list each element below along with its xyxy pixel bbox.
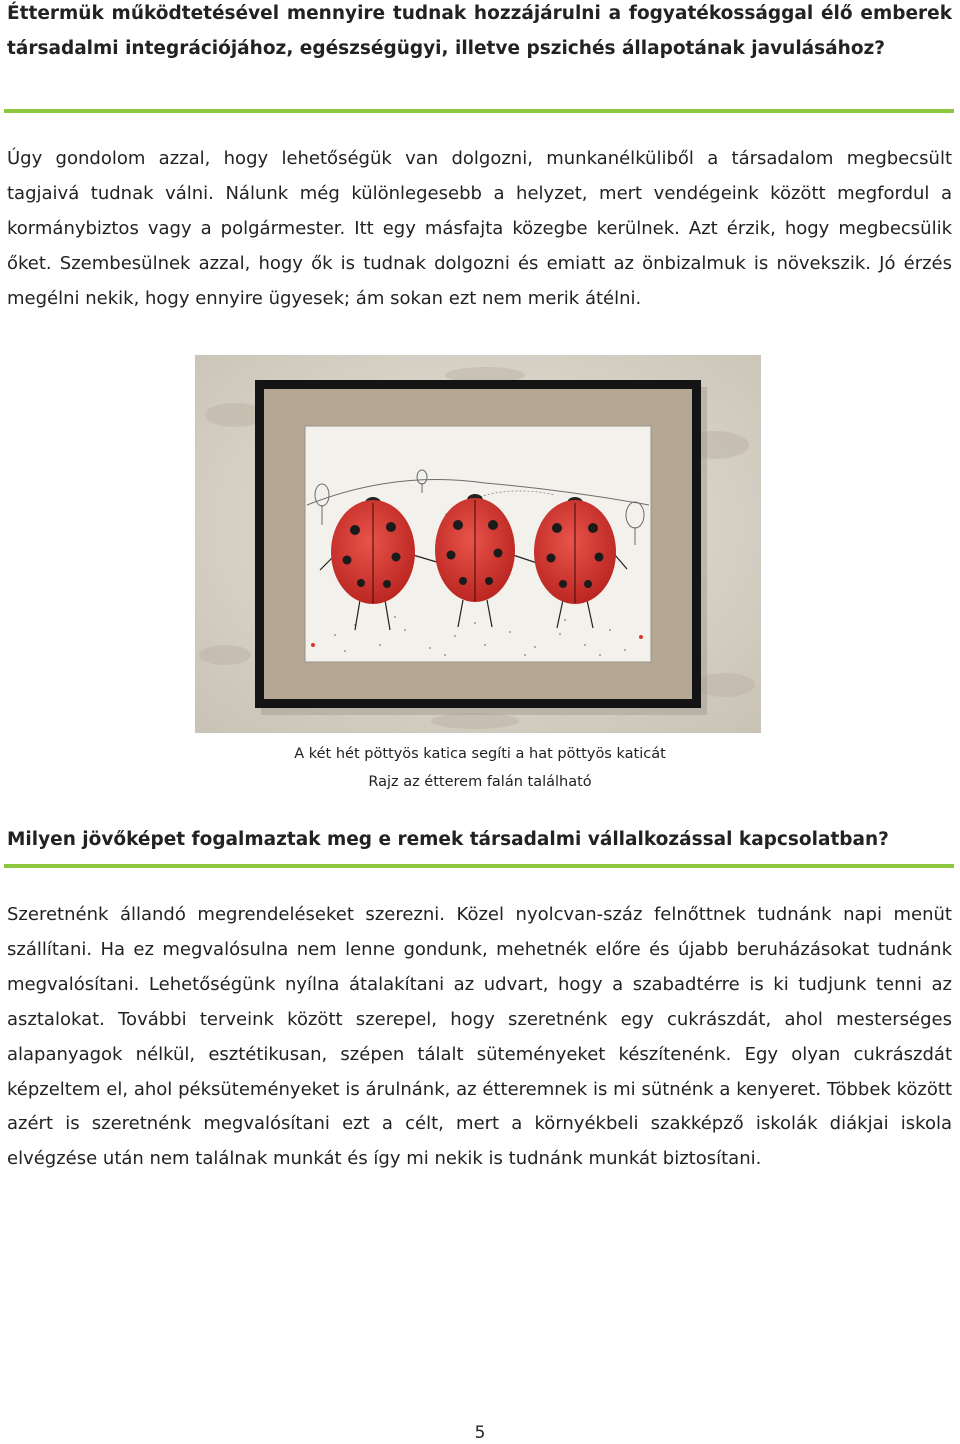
green-divider-1 [4, 109, 954, 113]
answer-paragraph-2: Szeretnénk állandó megrendeléseket szerezni. Közel nyolcvan-száz felnőttnek tudnánk napi menüt szállítani. Ha ez megvalósulna nem lenne gondunk, mehetnék előre és újabb beruházásokat tudnánk megvalósítani. Lehetőségünk nyílna átalakítani az udvart, hogy a szabadtérre is ki tudjunk tenni az asztalokat. További terveink között szerepel, hogy szeretnénk egy cukrászdát, ahol mesterséges alapanyagok nélkül, esztétikusan, szépen tálalt süteményeket készítenénk. Egy olyan cukrászdát képzeltem el, ahol péksüteményeket is árulnánk, az étteremnek is mi sütnénk a kenyeret. Többek között azért is szeretnénk megvalósítani ezt a célt, mert a környékbeli szakképző iskolák diákjai iskola elvégzése után nem találnak munkát és így mi nekik is tudnánk munkát biztosítani. [7, 904, 952, 1170]
photo-caption-line-2: Rajz az étterem falán található [368, 774, 592, 790]
answer-paragraph-1: Úgy gondolom azzal, hogy lehetőségük van dolgozni, munkanélküliből a társadalom megbecsült tagjaivá tudnak válni. Nálunk még különlegesebb a helyzet, mert vendégeink között megfordul a kormánybiztos vagy a polgármester. Itt egy másfajta közegbe kerülnek. Azt érzik, hogy megbecsülik őket. Szembesülnek azzal, hogy ők is tudnak dolgozni és emiatt az önbizalmuk is növekszik. Jó érzés megélni nekik, hogy ennyire ügyesek; ám sokan ezt nem merik átélni. [7, 148, 952, 309]
question-heading-1: Éttermük működtetésével mennyire tudnak hozzájárulni a fogyatékossággal élő emberek társadalmi integrációjához, egészségügyi, illetve pszichés állapotának javulásához? [7, 3, 952, 59]
framed-ladybug-drawing-photo [195, 355, 761, 733]
page-number: 5 [474, 1423, 486, 1443]
photo-caption-line-1: A két hét pöttyös katica segíti a hat pöttyös katicát [294, 746, 666, 762]
question-heading-2: Milyen jövőképet fogalmaztak meg e remek társadalmi vállalkozással kapcsolatban? [7, 829, 889, 850]
green-divider-2 [4, 864, 954, 868]
